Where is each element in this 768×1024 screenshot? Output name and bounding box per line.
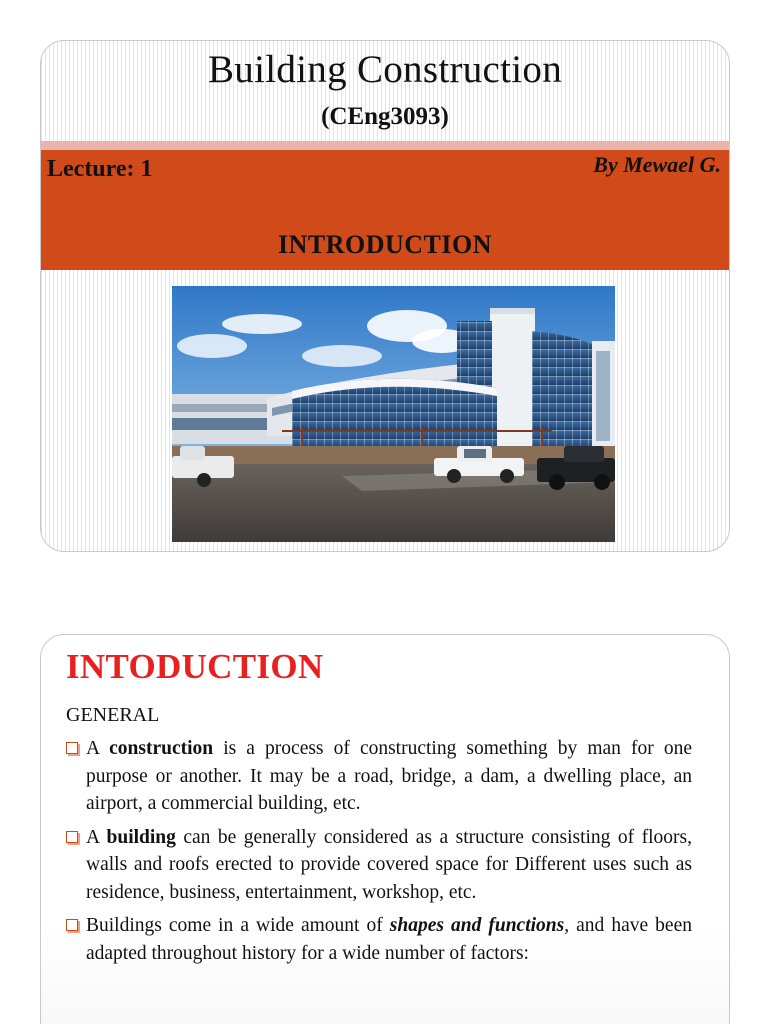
intro-slide (40, 634, 730, 1024)
section-title: INTRODUCTION (277, 230, 493, 259)
building-photo (172, 286, 615, 542)
hollow-square-bullet-icon (66, 831, 78, 843)
list-item: A building can be generally considered as a structure consisting of floors, walls and roofs erected to provide covered space for Different uses such as residence, business, entertainment, workshop, etc. (66, 824, 692, 907)
accent-divider (41, 141, 729, 150)
slide-heading: INTODUCTION (66, 647, 324, 686)
slide-subheading: GENERAL (66, 704, 160, 726)
list-item: Buildings come in a wide amount of shapes and functions, and have been adapted throughout history for a wide number of factors: (66, 912, 692, 967)
hollow-square-bullet-icon (66, 919, 78, 931)
hollow-square-bullet-icon (66, 742, 78, 754)
term-construction: construction (109, 738, 214, 759)
author-name: By Mewael G. (593, 152, 721, 177)
bullet-list (66, 735, 692, 973)
slide-title: Building Construction (207, 48, 563, 91)
header-band (41, 150, 729, 270)
term-building: building (106, 826, 176, 848)
title-slide (40, 40, 730, 552)
list-item: A construction is a process of constructing something by man for one purpose or another. It may be a road, bridge, a dam, a dwelling place, an airport, a commercial building, etc. (66, 735, 692, 818)
term-shapes-functions: shapes and functions (389, 915, 565, 936)
lecture-number: Lecture: 1 (47, 156, 153, 182)
course-code: (CEng3093) (321, 103, 449, 130)
